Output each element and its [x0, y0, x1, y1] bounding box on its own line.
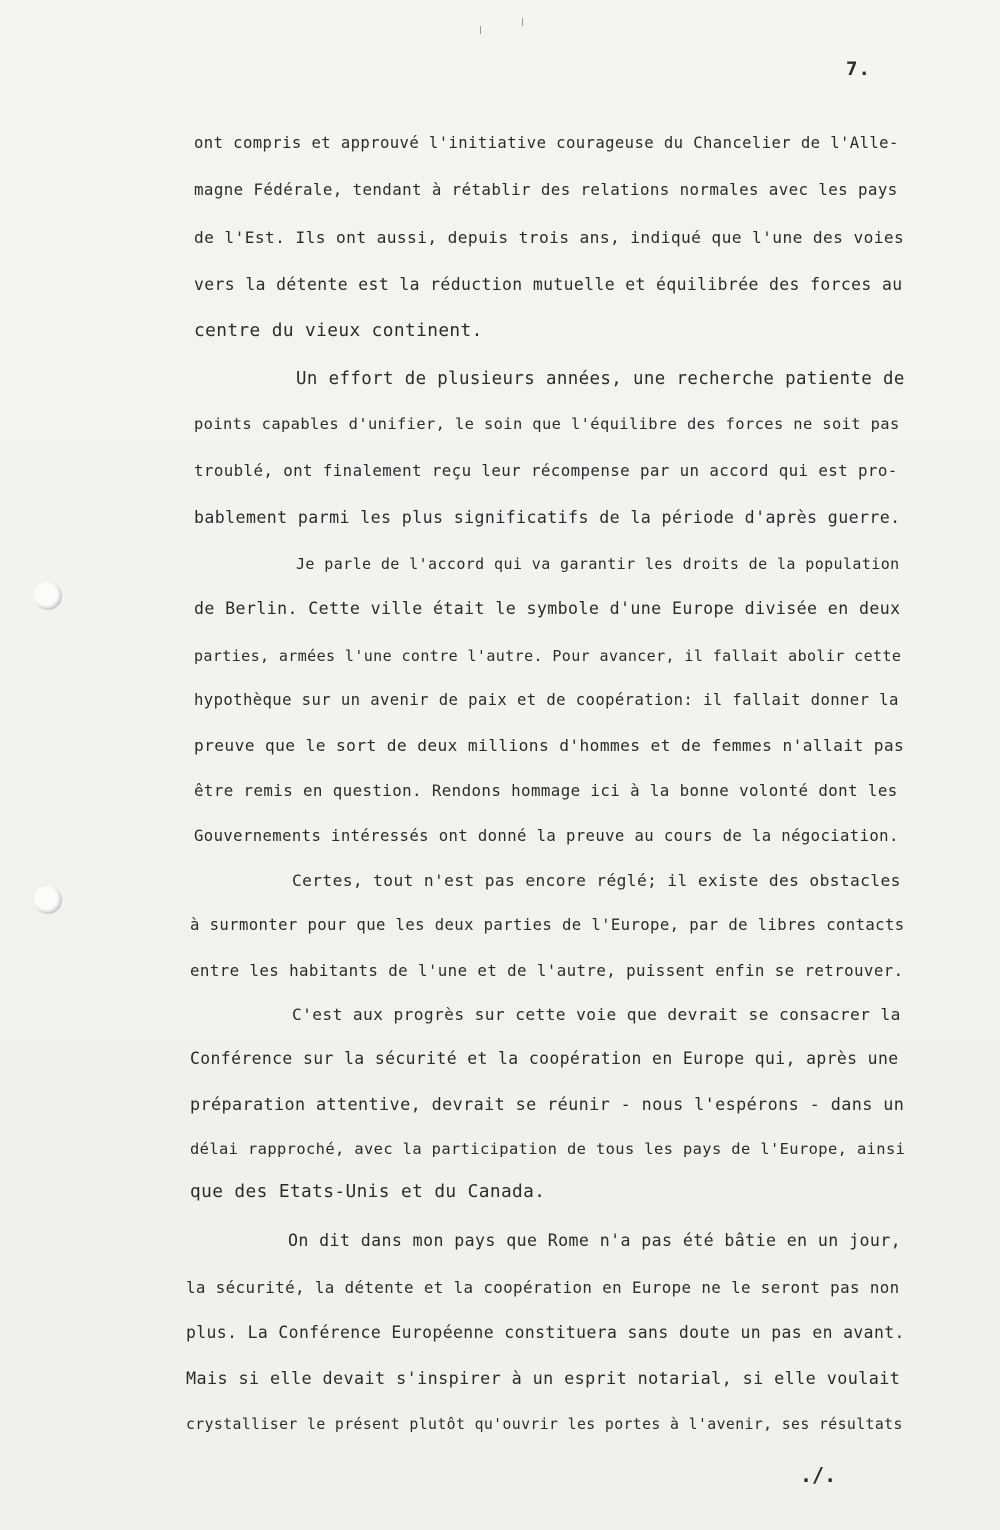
text-line: parties, armées l'une contre l'autre. Pour avancer, il fallait abolir cette [194, 647, 902, 665]
text-line: que des Etats-Unis et du Canada. [190, 1181, 546, 1202]
text-line: être remis en question. Rendons hommage ici à la bonne volonté dont les [194, 781, 898, 800]
text-line: de l'Est. Ils ont aussi, depuis trois ans, indiqué que l'une des voies [194, 228, 905, 247]
text-line: Certes, tout n'est pas encore réglé; il existe des obstacles [292, 871, 901, 890]
scan-mark [480, 26, 481, 34]
text-line: crystalliser le présent plutôt qu'ouvrir les portes à l'avenir, ses résultats [186, 1416, 903, 1433]
text-line: entre les habitants de l'une et de l'autre, puissent enfin se retrouver. [190, 961, 904, 980]
text-line: Je parle de l'accord qui va garantir les droits de la population [296, 555, 900, 573]
text-line: plus. La Conférence Européenne constituera sans doute un pas en avant. [186, 1323, 905, 1342]
text-line: de Berlin. Cette ville était le symbole d'une Europe divisée en deux [194, 599, 901, 618]
text-line: C'est aux progrès sur cette voie que devrait se consacrer la [292, 1005, 901, 1024]
text-line: On dit dans mon pays que Rome n'a pas été bâtie en un jour, [288, 1231, 902, 1250]
scan-mark [522, 18, 523, 26]
text-line: bablement parmi les plus significatifs de la période d'après guerre. [194, 508, 901, 527]
text-line: à surmonter pour que les deux parties de l'Europe, par de libres contacts [190, 916, 905, 934]
text-line: centre du vieux continent. [194, 320, 483, 341]
text-line: hypothèque sur un avenir de paix et de coopération: il fallait donner la [194, 691, 899, 709]
punch-hole-upper [34, 582, 62, 610]
text-line: preuve que le sort de deux millions d'hommes et de femmes n'allait pas [194, 736, 905, 755]
text-line: préparation attentive, devrait se réunir - nous l'espérons - dans un [190, 1094, 905, 1114]
continuation-marker: ./. [800, 1463, 837, 1487]
text-line: Un effort de plusieurs années, une recherche patiente de [296, 369, 905, 389]
text-line: troublé, ont finalement reçu leur récompense par un accord qui est pro- [194, 461, 898, 480]
text-line: vers la détente est la réduction mutuelle et équilibrée des forces au [194, 275, 903, 294]
text-line: magne Fédérale, tendant à rétablir des relations normales avec les pays [194, 180, 898, 199]
text-line: Mais si elle devait s'inspirer à un esprit notarial, si elle voulait [186, 1368, 901, 1388]
text-line: la sécurité, la détente et la coopération en Europe ne le seront pas non [186, 1278, 900, 1297]
text-line: points capables d'unifier, le soin que l'équilibre des forces ne soit pas [194, 415, 900, 433]
text-line: Gouvernements intéressés ont donné la preuve au cours de la négociation. [194, 827, 899, 845]
punch-hole-lower [34, 886, 62, 914]
text-line: Conférence sur la sécurité et la coopération en Europe qui, après une [190, 1049, 899, 1068]
page-number: 7. [846, 58, 871, 80]
text-line: délai rapproché, avec la participation de tous les pays de l'Europe, ainsi [190, 1140, 906, 1158]
text-line: ont compris et approuvé l'initiative courageuse du Chancelier de l'Alle- [194, 134, 899, 152]
